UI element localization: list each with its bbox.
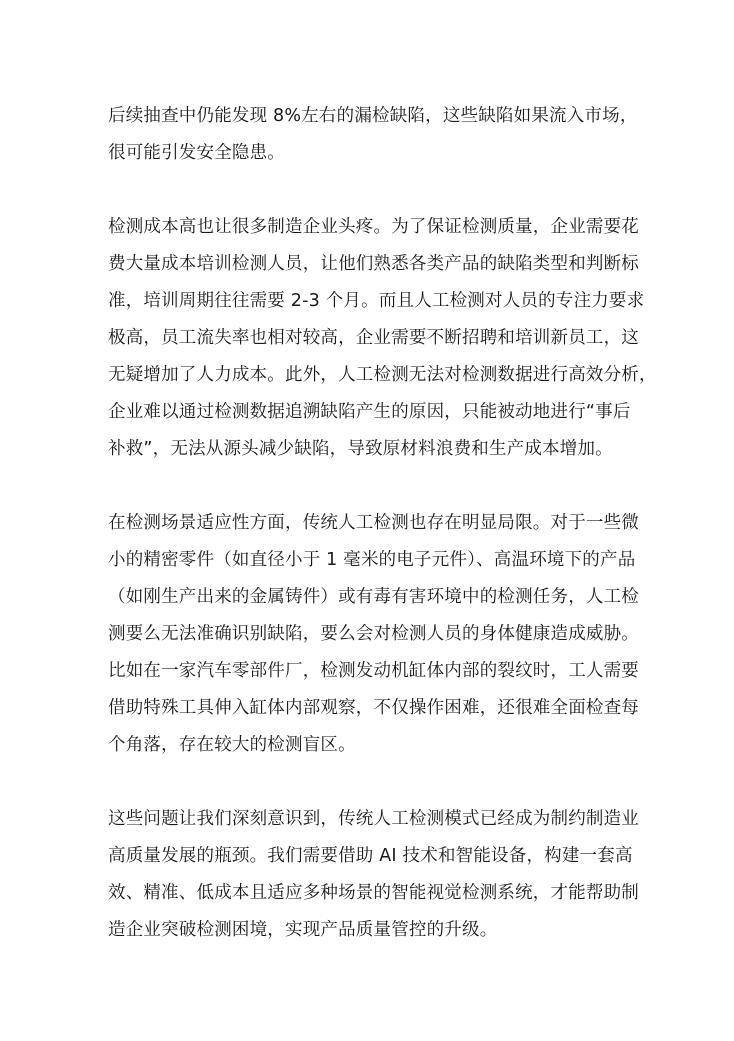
- text-line: 高质量发展的瓶颈。我们需要借助 AI 技术和智能设备，构建一套高: [108, 846, 633, 866]
- text-line: 企业难以通过检测数据追溯缺陷产生的原因，只能被动地进行“事后: [108, 402, 631, 422]
- text-line: 无疑增加了人力成本。此外，人工检测无法对检测数据进行高效分析，: [108, 365, 657, 385]
- text-line: 小的精密零件（如直径小于 1 毫米的电子元件）、高温环境下的产品: [108, 550, 636, 570]
- text-line: 这些问题让我们深刻意识到，传统人工检测模式已经成为制约制造业: [108, 809, 639, 829]
- text-line: （如刚生产出来的金属铸件）或有毒有害环境中的检测任务，人工检: [108, 587, 639, 607]
- paragraph-gap: [108, 172, 638, 209]
- text-line: 借助特殊工具伸入缸体内部观察，不仅操作困难，还很难全面检查每: [108, 698, 639, 718]
- text-line: 很可能引发安全隐患。: [108, 143, 285, 163]
- paragraph-inspection-cost: [108, 209, 657, 468]
- text-line: 比如在一家汽车零部件厂，检测发动机缸体内部的裂纹时，工人需要: [108, 661, 639, 681]
- text-line: 在检测场景适应性方面，传统人工检测也存在明显局限。对于一些微: [108, 513, 639, 533]
- text-line: 检测成本高也让很多制造企业头疼。为了保证检测质量，企业需要花: [108, 217, 639, 237]
- text-line: 费大量成本培训检测人员，让他们熟悉各类产品的缺陷类型和判断标: [108, 254, 639, 274]
- text-line: 测要么无法准确识别缺陷，要么会对检测人员的身体健康造成威胁。: [108, 624, 639, 644]
- paragraph-gap: [108, 468, 638, 505]
- paragraph-missed-defects: [108, 98, 638, 172]
- text-line: 效、精准、低成本且适应多种场景的智能视觉检测系统，才能帮助制: [108, 883, 639, 903]
- text-line: 极高，员工流失率也相对较高，企业需要不断招聘和培训新员工，这: [108, 328, 639, 348]
- text-line: 个角落，存在较大的检测盲区。: [108, 735, 356, 755]
- document-body: [108, 98, 657, 949]
- paragraph-scene-adaptability: [108, 505, 638, 764]
- text-line: 造企业突破检测困境，实现产品质量管控的升级。: [108, 920, 498, 940]
- text-line: 后续抽查中仍能发现 8%左右的漏检缺陷，这些缺陷如果流入市场，: [108, 106, 638, 126]
- paragraph-gap: [108, 764, 638, 801]
- text-line: 补救”，无法从源头减少缺陷，导致原材料浪费和生产成本增加。: [108, 439, 613, 459]
- text-line: 准，培训周期往往需要 2-3 个月。而且人工检测对人员的专注力要求: [108, 291, 645, 311]
- paragraph-conclusion: [108, 801, 638, 949]
